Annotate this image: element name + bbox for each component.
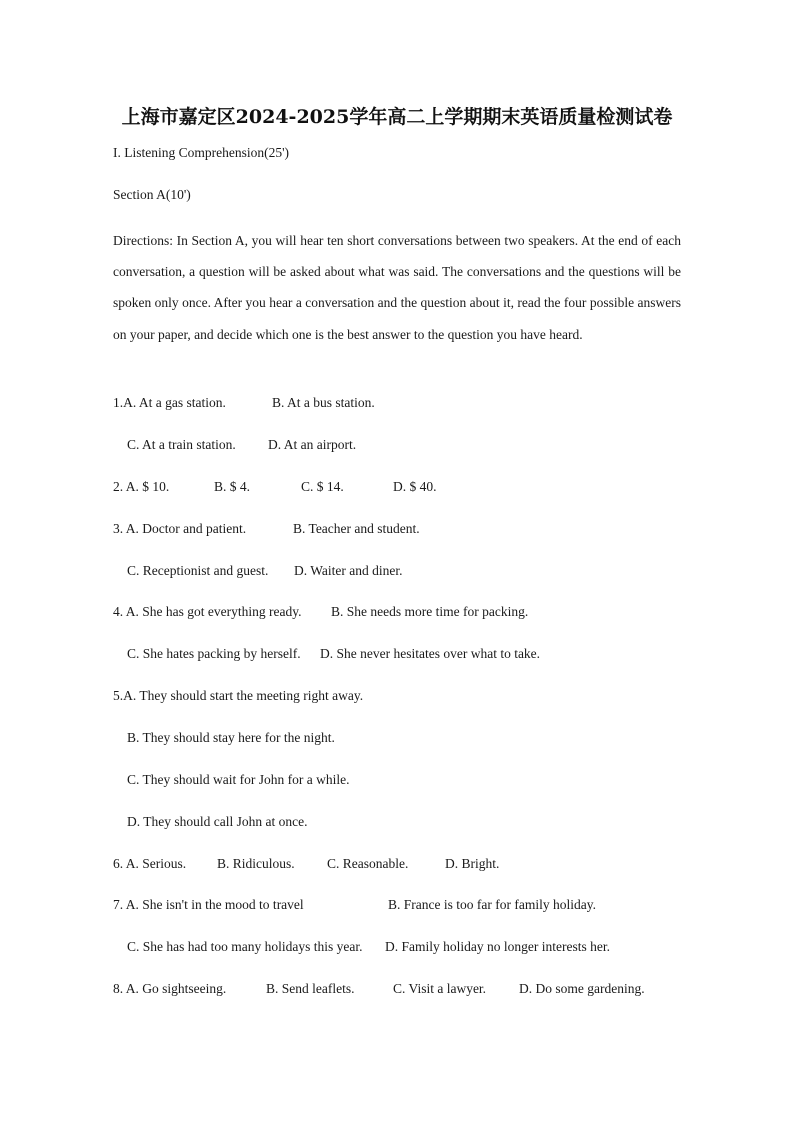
q2-option-d: D. $ 40. [393,479,437,494]
q8-option-a: 8. A. Go sightseeing. [113,981,227,996]
q8-option-d: D. Do some gardening. [519,981,645,996]
q8-option-c: C. Visit a lawyer. [393,981,487,996]
q7-option-b: B. France is too far for family holiday. [388,897,596,912]
q1-option-a: 1.A. At a gas station. [113,395,226,410]
q6-option-b: B. Ridiculous. [217,856,295,871]
q3-option-d: D. Waiter and diner. [294,563,403,578]
q8-option-b: B. Send leaflets. [266,981,355,996]
q7-option-d: D. Family holiday no longer interests her. [385,939,610,954]
exam-title: 上海市嘉定区2024-2025学年高二上学期期末英语质量检测试卷 [121,106,673,128]
q6-option-a: 6. A. Serious. [113,856,187,871]
q7-option-c: C. She has had too many holidays this year. [127,939,363,954]
q5-option-d: D. They should call John at once. [127,814,308,829]
q2-option-c: C. $ 14. [301,479,344,494]
q6-option-d: D. Bright. [445,856,500,871]
q3-option-c: C. Receptionist and guest. [127,563,269,578]
q4-option-d: D. She never hesitates over what to take. [320,646,541,661]
q5-option-a: 5.A. They should start the meeting right away. [113,688,364,703]
q4-option-b: B. She needs more time for packing. [331,604,529,619]
q5-option-b: B. They should stay here for the night. [127,730,335,745]
q2-option-b: B. $ 4. [214,479,251,494]
section-heading: Section A(10') [113,187,191,202]
q1-option-d: D. At an airport. [268,437,357,452]
q6-option-c: C. Reasonable. [327,856,409,871]
q4-option-a: 4. A. She has got everything ready. [113,604,302,619]
q2-option-a: 2. A. $ 10. [113,479,170,494]
q5-option-c: C. They should wait for John for a while. [127,772,350,787]
q7-option-a: 7. A. She isn't in the mood to travel [113,897,304,912]
q3-option-b: B. Teacher and student. [293,521,420,536]
q1-option-c: C. At a train station. [127,437,236,452]
q4-option-c: C. She hates packing by herself. [127,646,301,661]
part-heading: I. Listening Comprehension(25') [113,145,290,160]
q3-option-a: 3. A. Doctor and patient. [113,521,247,536]
directions-paragraph: Directions: In Section A, you will hear ten short conversations between two speakers. At the end of each conversation, a question will be asked about what was said. The conversations and the questions will be spoken only once. After you hear a conversation and the question about it, read the four possible answers on your paper, and decide which one is the best answer to the question you have heard. [113,233,681,342]
q1-option-b: B. At a bus station. [272,395,375,410]
